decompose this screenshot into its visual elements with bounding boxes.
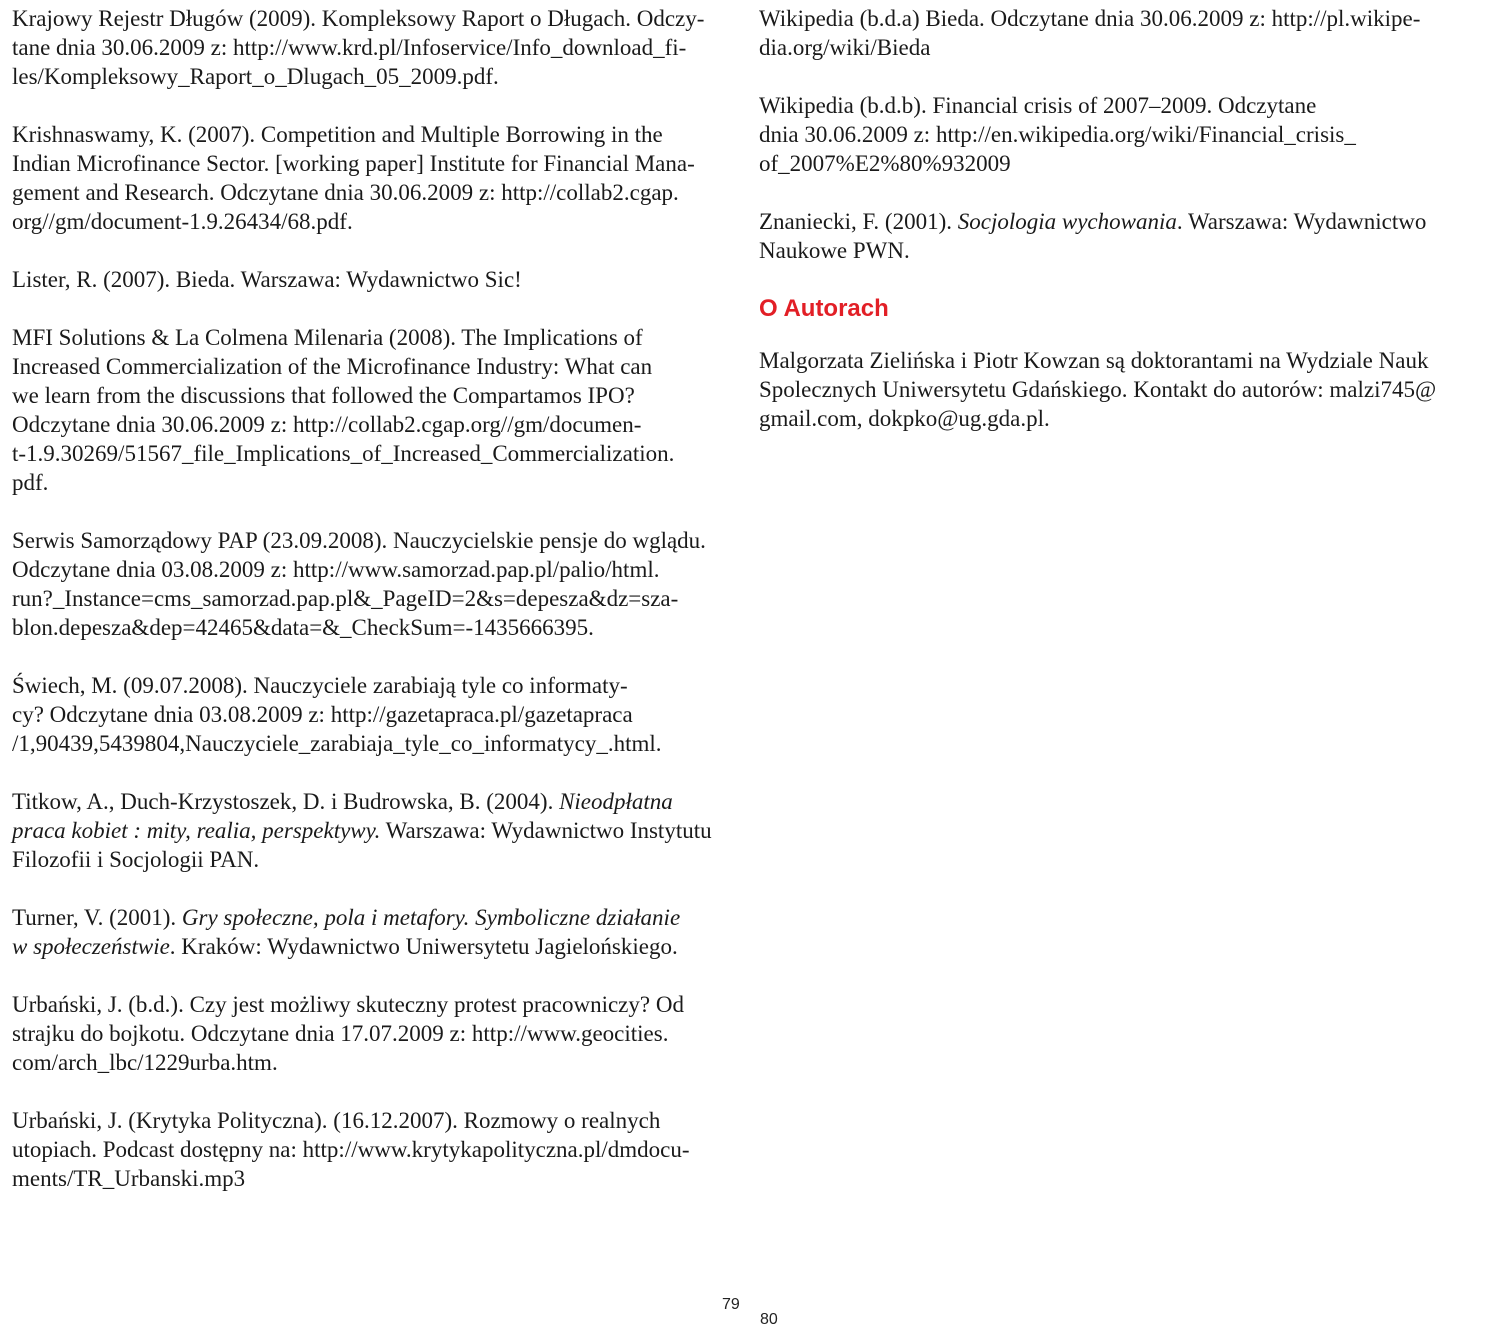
reference-entry — [12, 323, 740, 497]
reference-entry — [12, 4, 740, 91]
reference-title-italic: Nieodpłatna praca kobiet : mity, realia, perspektywy. — [12, 789, 673, 843]
reference-text: Krajowy Rejestr Długów (2009). Kompleksowy Raport o Długach. Odczy- tane dnia 30.06.2009 z: http://www.krd.pl/Infoservice/Info_download_fi- les/Kompleksowy_Raport_o_Dlugach_05_2009.pdf. — [12, 6, 705, 89]
reference-text: Warszawa: Wydawnictwo Instytutu Filozofii i Socjologii PAN. — [12, 818, 712, 872]
section-title: O Autorach — [759, 295, 889, 322]
reference-text: Krishnaswamy, K. (2007). Competition and Multiple Borrowing in the Indian Microfinance Sector. [working paper] Institute for Financial Mana- gement and Research. Odczytane dnia 30.06.2009 z: http://collab2.cgap. org//gm/document-1.9.26434/68.pdf. — [12, 122, 695, 234]
reference-text: Lister, R. (2007). Bieda. Warszawa: Wydawnictwo Sic! — [12, 267, 522, 292]
reference-text: MFI Solutions & La Colmena Milenaria (2008). The Implications of Increased Commercialization of the Microfinance Industry: What can we learn from the discussions that followed the Compartamos IPO? Odczytane dnia 30.06.2009 z: http://collab2.cgap.org//gm/documen- t-1.9.30269/51567_file_Implications_of_Increased_Commercialization. pdf. — [12, 325, 675, 495]
reference-entry — [759, 207, 1495, 265]
reference-text: Wikipedia (b.d.a) Bieda. Odczytane dnia 30.06.2009 z: http://pl.wikipe- dia.org/wiki/Bieda — [759, 6, 1421, 60]
reference-entry — [12, 1106, 740, 1193]
reference-text: Turner, V. (2001). — [12, 905, 182, 930]
reference-entry — [12, 787, 740, 874]
reference-text: Urbański, J. (Krytyka Polityczna). (16.12.2007). Rozmowy o realnych utopiach. Podcast dostępny na: http://www.krytykapolityczna.pl/dmdocu- ments/TR_Urbanski.mp3 — [12, 1108, 690, 1191]
reference-entry — [12, 990, 740, 1077]
reference-title-italic: Socjologia wychowania — [957, 209, 1177, 234]
reference-text: Urbański, J. (b.d.). Czy jest możliwy skuteczny protest pracowniczy? Od strajku do bojkotu. Odczytane dnia 17.07.2009 z: http://www.geocities. com/arch_lbc/1229urba.htm. — [12, 992, 684, 1075]
reference-entry — [12, 526, 740, 642]
page-number-right: 80 — [760, 1311, 778, 1328]
about-authors-text: Malgorzata Zielińska i Piotr Kowzan są doktorantami na Wydziale Nauk Spolecznych Uniwersytetu Gdańskiego. Kontakt do autorów: malzi745@ gmail.com, dokpko@ug.gda.pl. — [759, 348, 1437, 431]
reference-entry — [759, 91, 1495, 178]
reference-list — [759, 4, 1495, 265]
reference-entry — [12, 265, 740, 294]
reference-list — [12, 4, 740, 1193]
left-column — [12, 4, 740, 1222]
reference-text: . Kraków: Wydawnictwo Uniwersytetu Jagielońskiego. — [169, 934, 678, 959]
reference-entry — [12, 120, 740, 236]
page-number-left: 79 — [722, 1296, 740, 1313]
reference-entry — [12, 903, 740, 961]
reference-text: Titkow, A., Duch-Krzystoszek, D. i Budrowska, B. (2004). — [12, 789, 560, 814]
reference-text: Świech, M. (09.07.2008). Nauczyciele zarabiają tyle co informaty- cy? Odczytane dnia 03.08.2009 z: http://gazetapraca.pl/gazetapraca /1,90439,5439804,Nauczyciele_zarabiaja_tyle_co_informatycy_.html. — [12, 673, 662, 756]
right-column — [759, 4, 1495, 433]
reference-text: . Warszawa: Wydawnictwo Naukowe PWN. — [759, 209, 1427, 263]
reference-entry — [759, 4, 1495, 62]
reference-text: Serwis Samorządowy PAP (23.09.2008). Nauczycielskie pensje do wglądu. Odczytane dnia 03.08.2009 z: http://www.samorzad.pap.pl/palio/html. run?_Instance=cms_samorzad.pap.pl&_PageID=2&s=depesza&dz=sza- blon.depesza&dep=42465&data=&_CheckSum=-1435666395. — [12, 528, 706, 640]
reference-text: Znaniecki, F. (2001). — [759, 209, 958, 234]
reference-title-italic: Gry społeczne, pola i metafory. Symboliczne działanie w społeczeństwie — [12, 905, 681, 959]
reference-entry — [12, 671, 740, 758]
reference-text: Wikipedia (b.d.b). Financial crisis of 2007–2009. Odczytane dnia 30.06.2009 z: http://en.wikipedia.org/wiki/Financial_crisis_ of_2007%E2%80%932009 — [759, 93, 1356, 176]
